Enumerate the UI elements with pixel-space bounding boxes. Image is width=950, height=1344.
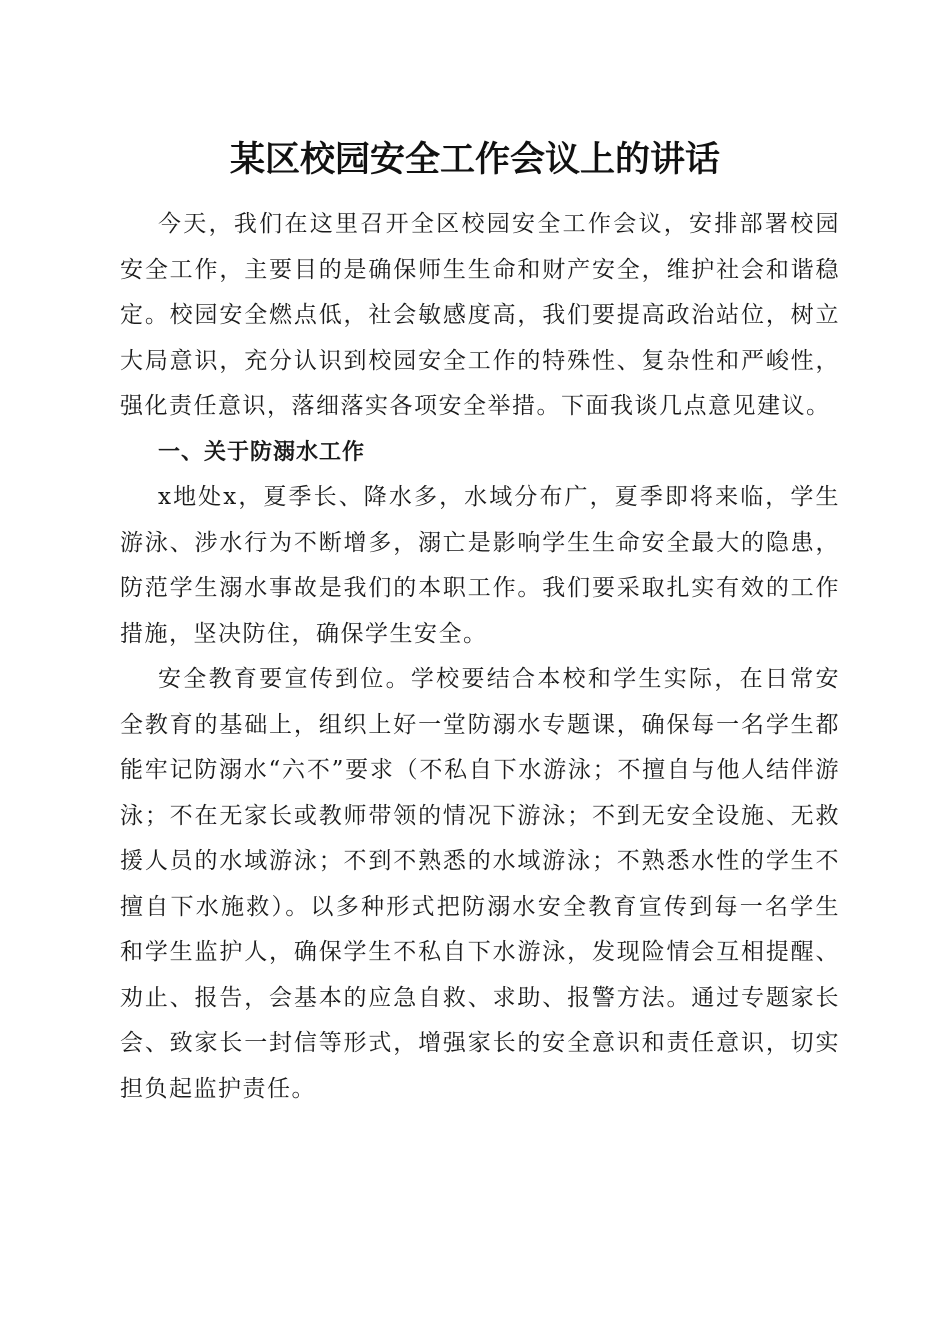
document-title: 某区校园安全工作会议上的讲话	[229, 139, 720, 180]
body-paragraph: 安全教育要宣传到位。学校要结合本校和学生实际，在日常安全教育的基础上，组织上好一堂防溺水专题课，确保每一名学生都能牢记防溺水“六不”要求（不私自下水游泳；不擅自与他人结伴游泳；不在无家长或教师带领的情况下游泳；不到无安全设施、无救援人员的水域游泳；不到不熟悉的水域游泳；不熟悉水性的学生不擅自下水施救）。以多种形式把防溺水安全教育宣传到每一名学生和学生监护人，确保学生不私自下水游泳，发现险情会互相提醒、劝止、报告，会基本的应急自救、求助、报警方法。通过专题家长会、致家长一封信等形式，增强家长的安全意识和责任意识，切实担负起监护责任。	[120, 666, 840, 1102]
document-body	[120, 202, 840, 1112]
intro-paragraph: 今天，我们在这里召开全区校园安全工作会议，安排部署校园安全工作，主要目的是确保师生生命和财产安全，维护社会和谐稳定。校园安全燃点低，社会敏感度高，我们要提高政治站位，树立大局意识，充分认识到校园安全工作的特殊性、复杂性和严峻性，强化责任意识，落细落实各项安全举措。下面我谈几点意见建议。	[120, 211, 840, 419]
body-paragraph: x地处x，夏季长、降水多，水域分布广，夏季即将来临，学生游泳、涉水行为不断增多，溺亡是影响学生生命安全最大的隐患，防范学生溺水事故是我们的本职工作。我们要采取扎实有效的工作措施，坚决防住，确保学生安全。	[120, 484, 840, 647]
section-heading: 一、关于防溺水工作	[158, 439, 366, 465]
